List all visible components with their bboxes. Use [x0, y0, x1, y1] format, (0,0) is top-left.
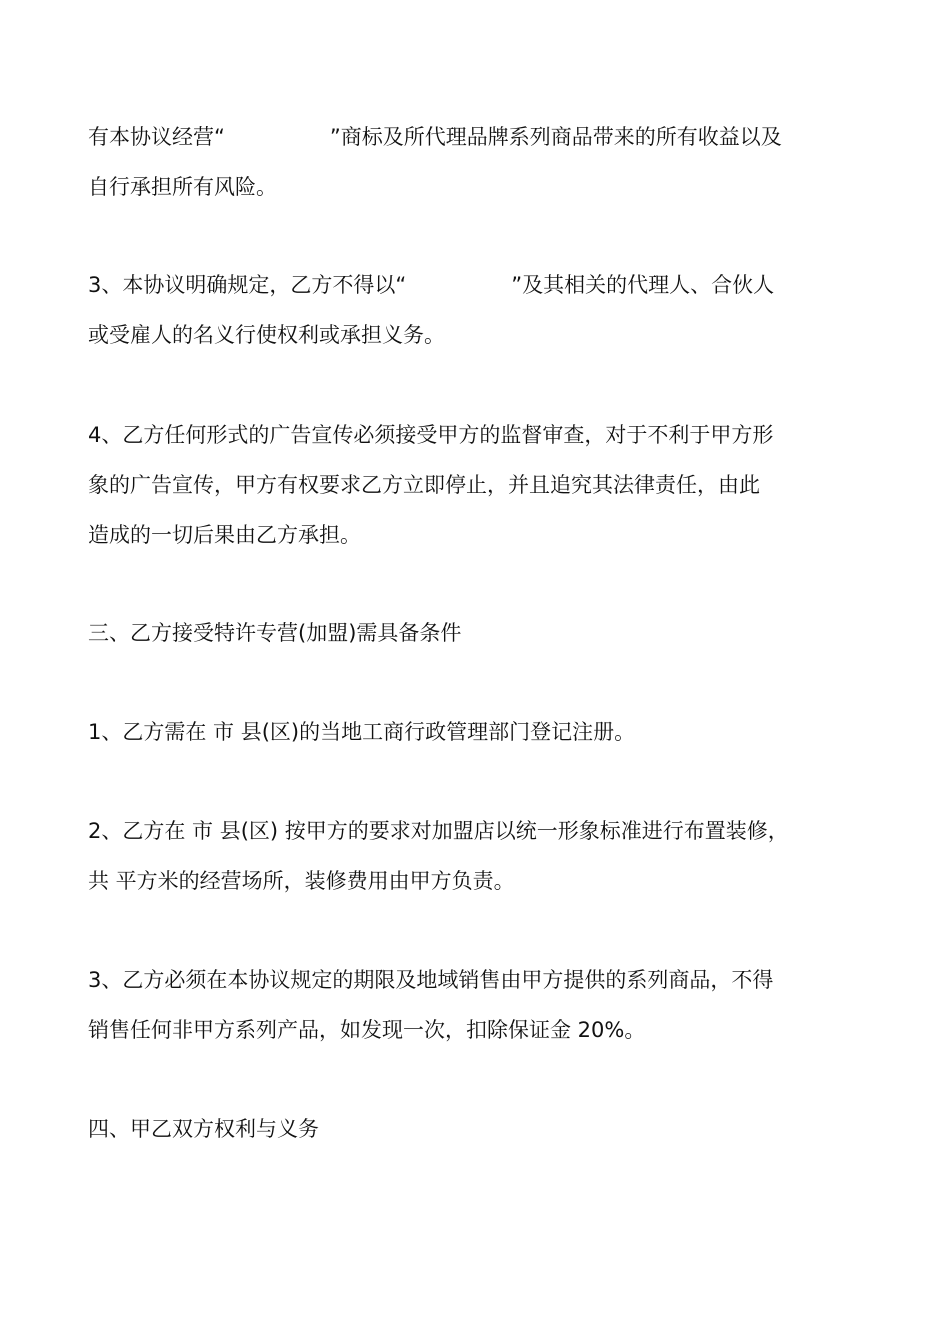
paragraph-condition-3-sales: [88, 955, 878, 1055]
text-line: 自行承担所有风险。: [88, 175, 277, 199]
text-line: 象的广告宣传，甲方有权要求乙方立即停止，并且追究其法律责任，由此: [88, 473, 760, 497]
text-line: 3、本协议明确规定，乙方不得以“ ”及其相关的代理人、合伙人: [88, 273, 775, 297]
text-line: 有本协议经营“ ”商标及所代理品牌系列商品带来的所有收益以及: [88, 125, 782, 149]
paragraph-condition-1-registration: [88, 707, 878, 757]
text-line: 2、乙方在 市 县(区) 按甲方的要求对加盟店以统一形象标准进行布置装修，: [88, 819, 789, 843]
paragraph-clause-4-advertising: [88, 410, 878, 560]
paragraph-clause-3-name-use: [88, 260, 878, 360]
text-line: 或受雇人的名义行使权利或承担义务。: [88, 323, 445, 347]
text-line: 3、乙方必须在本协议规定的期限及地域销售由甲方提供的系列商品，不得: [88, 968, 774, 992]
text-line: 4、乙方任何形式的广告宣传必须接受甲方的监督审查，对于不利于甲方形: [88, 423, 774, 447]
text-line: 造成的一切后果由乙方承担。: [88, 523, 361, 547]
text-line: 销售任何非甲方系列产品，如发现一次，扣除保证金 20%。: [88, 1018, 646, 1042]
text-line: 1、乙方需在 市 县(区)的当地工商行政管理部门登记注册。: [88, 720, 636, 744]
paragraph-condition-2-decoration: [88, 806, 878, 906]
heading-line: 三、乙方接受特许专营(加盟)需具备条件: [88, 621, 462, 645]
section-heading-4: [88, 1104, 878, 1154]
heading-line: 四、甲乙双方权利与义务: [88, 1117, 319, 1141]
section-heading-3: [88, 608, 878, 658]
paragraph-income-risk: [88, 112, 878, 212]
text-line: 共 平方米的经营场所，装修费用由甲方负责。: [88, 869, 515, 893]
